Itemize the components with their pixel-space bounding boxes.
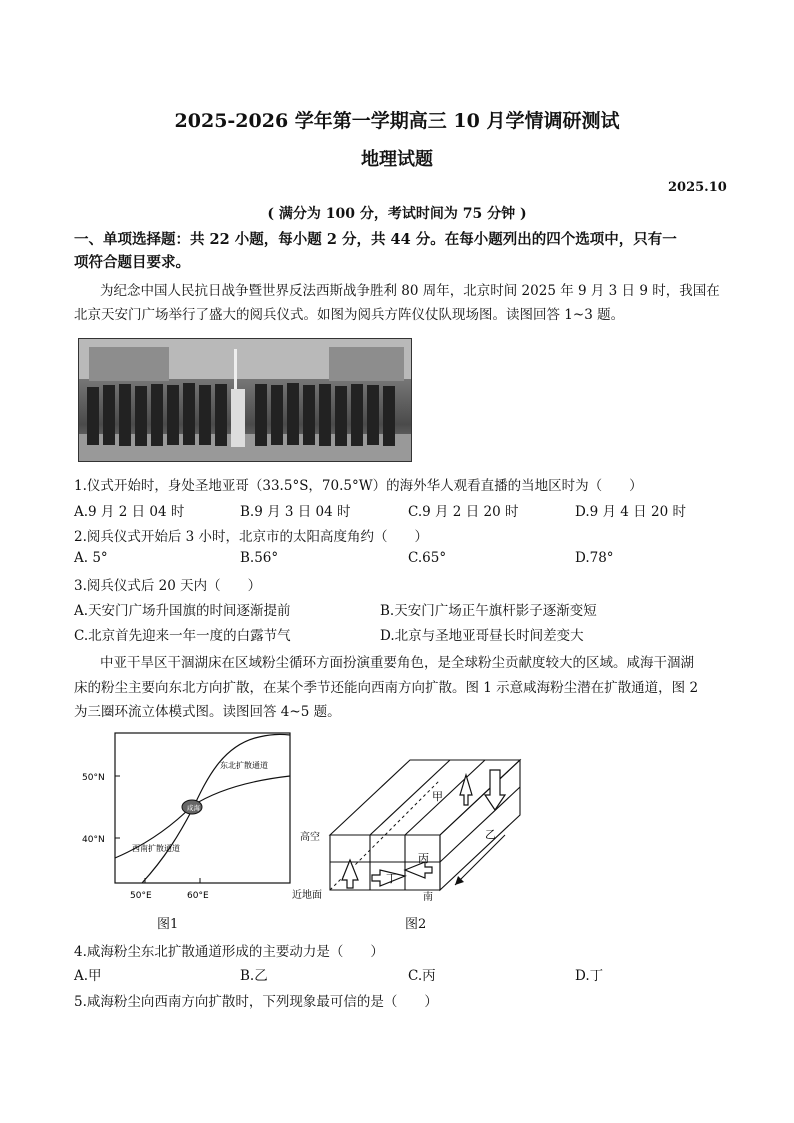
figure-2-yi-label: 乙 (485, 828, 496, 841)
question-2-option-d[interactable]: D.78° (575, 550, 614, 566)
passage1-line1: 为纪念中国人民抗日战争暨世界反法西斯战争胜利 80 周年，北京时间 2025 年 9 月 3 日 9 时，我国在 (100, 283, 720, 299)
question-2-option-c[interactable]: C.65° (408, 550, 447, 566)
question-2-stem: 2.阅兵仪式开始后 3 小时，北京市的太阳高度角约（ ） (74, 529, 429, 545)
figure-2-diagram (290, 740, 530, 905)
figure-2-ding-label: 丁 (386, 872, 397, 885)
figure-1-ne-channel-label: 东北扩散通道 (220, 761, 268, 770)
question-3-stem: 3.阅兵仪式后 20 天内（ ） (74, 578, 262, 594)
exam-note: ( 满分为 100 分，考试时间为 75 分钟 ) (267, 206, 527, 222)
question-1-option-d[interactable]: D.9 月 4 日 20 时 (575, 504, 686, 520)
figure-2-bing-label: 丙 (418, 852, 429, 865)
section-heading-line2: 项符合题目要求。 (74, 254, 190, 271)
figure-1-lat50-label: 50°N (82, 773, 105, 783)
figure-2-south-label: 南 (423, 892, 433, 903)
question-3-option-b[interactable]: B.天安门广场正午旗杆影子逐渐变短 (380, 603, 597, 619)
question-2-option-b[interactable]: B.56° (240, 550, 279, 566)
exam-title: 2025-2026 学年第一学期高三 10 月学情调研测试 (174, 110, 620, 132)
parade-photo (78, 338, 412, 462)
exam-date: 2025.10 (668, 180, 727, 195)
figure-1-lake-label: 咸海 (187, 804, 200, 812)
passage2-line3: 为三圈环流立体模式图。读图回答 4~5 题。 (74, 704, 341, 720)
question-4-option-a[interactable]: A.甲 (74, 968, 102, 984)
question-3-option-d[interactable]: D.北京与圣地亚哥昼长时间差变大 (380, 628, 584, 644)
question-1-stem: 1.仪式开始时，身处圣地亚哥（33.5°S，70.5°W）的海外华人观看直播的当地区时为（ ） (74, 478, 643, 494)
figure-2-high-label: 高空 (300, 832, 320, 843)
question-4-option-d[interactable]: D.丁 (575, 968, 604, 984)
parade-photo-drawing (79, 339, 411, 461)
figure-1-map (80, 728, 305, 903)
passage1-line2: 北京天安门广场举行了盛大的阅兵仪式。如图为阅兵方阵仪仗队现场图。读图回答 1~3 题。 (74, 307, 625, 323)
figure-1-lon60-label: 60°E (187, 891, 209, 901)
question-1-option-c[interactable]: C.9 月 2 日 20 时 (408, 504, 519, 520)
figure-2-jia-label: 甲 (432, 790, 443, 803)
figure-1-lat40-label: 40°N (82, 835, 105, 845)
question-3-option-a[interactable]: A.天安门广场升国旗的时间逐渐提前 (74, 603, 291, 619)
question-4-stem: 4.咸海粉尘东北扩散通道形成的主要动力是（ ） (74, 944, 384, 960)
question-5-stem: 5.咸海粉尘向西南方向扩散时，下列现象最可信的是（ ） (74, 994, 438, 1010)
question-4-option-c[interactable]: C.丙 (408, 968, 436, 984)
question-1-option-b[interactable]: B.9 月 3 日 04 时 (240, 504, 351, 520)
figure-2-caption: 图2 (405, 917, 427, 932)
passage2-line1: 中亚干旱区干涸湖床在区域粉尘循环方面扮演重要角色，是全球粉尘贡献度较大的区域。咸海干涸湖 (100, 655, 694, 671)
question-1-option-a[interactable]: A.9 月 2 日 04 时 (74, 504, 185, 520)
figure-1-caption: 图1 (157, 917, 179, 932)
question-2-option-a[interactable]: A. 5° (74, 550, 108, 566)
figure-1-lon50-label: 50°E (130, 891, 152, 901)
exam-subtitle: 地理试题 (361, 149, 433, 170)
question-4-option-b[interactable]: B.乙 (240, 968, 268, 984)
section-heading-line1: 一、单项选择题：共 22 小题，每小题 2 分，共 44 分。在每小题列出的四个选项中，只有一 (74, 231, 677, 248)
passage2-line2: 床的粉尘主要向东北方向扩散，在某个季节还能向西南方向扩散。图 1 示意咸海粉尘潜在扩散通道，图 2 (74, 680, 699, 696)
figure-2-surface-label: 近地面 (292, 890, 322, 901)
figure-1-sw-channel-label: 西南扩散通道 (132, 844, 180, 853)
question-3-option-c[interactable]: C.北京首先迎来一年一度的白露节气 (74, 628, 291, 644)
